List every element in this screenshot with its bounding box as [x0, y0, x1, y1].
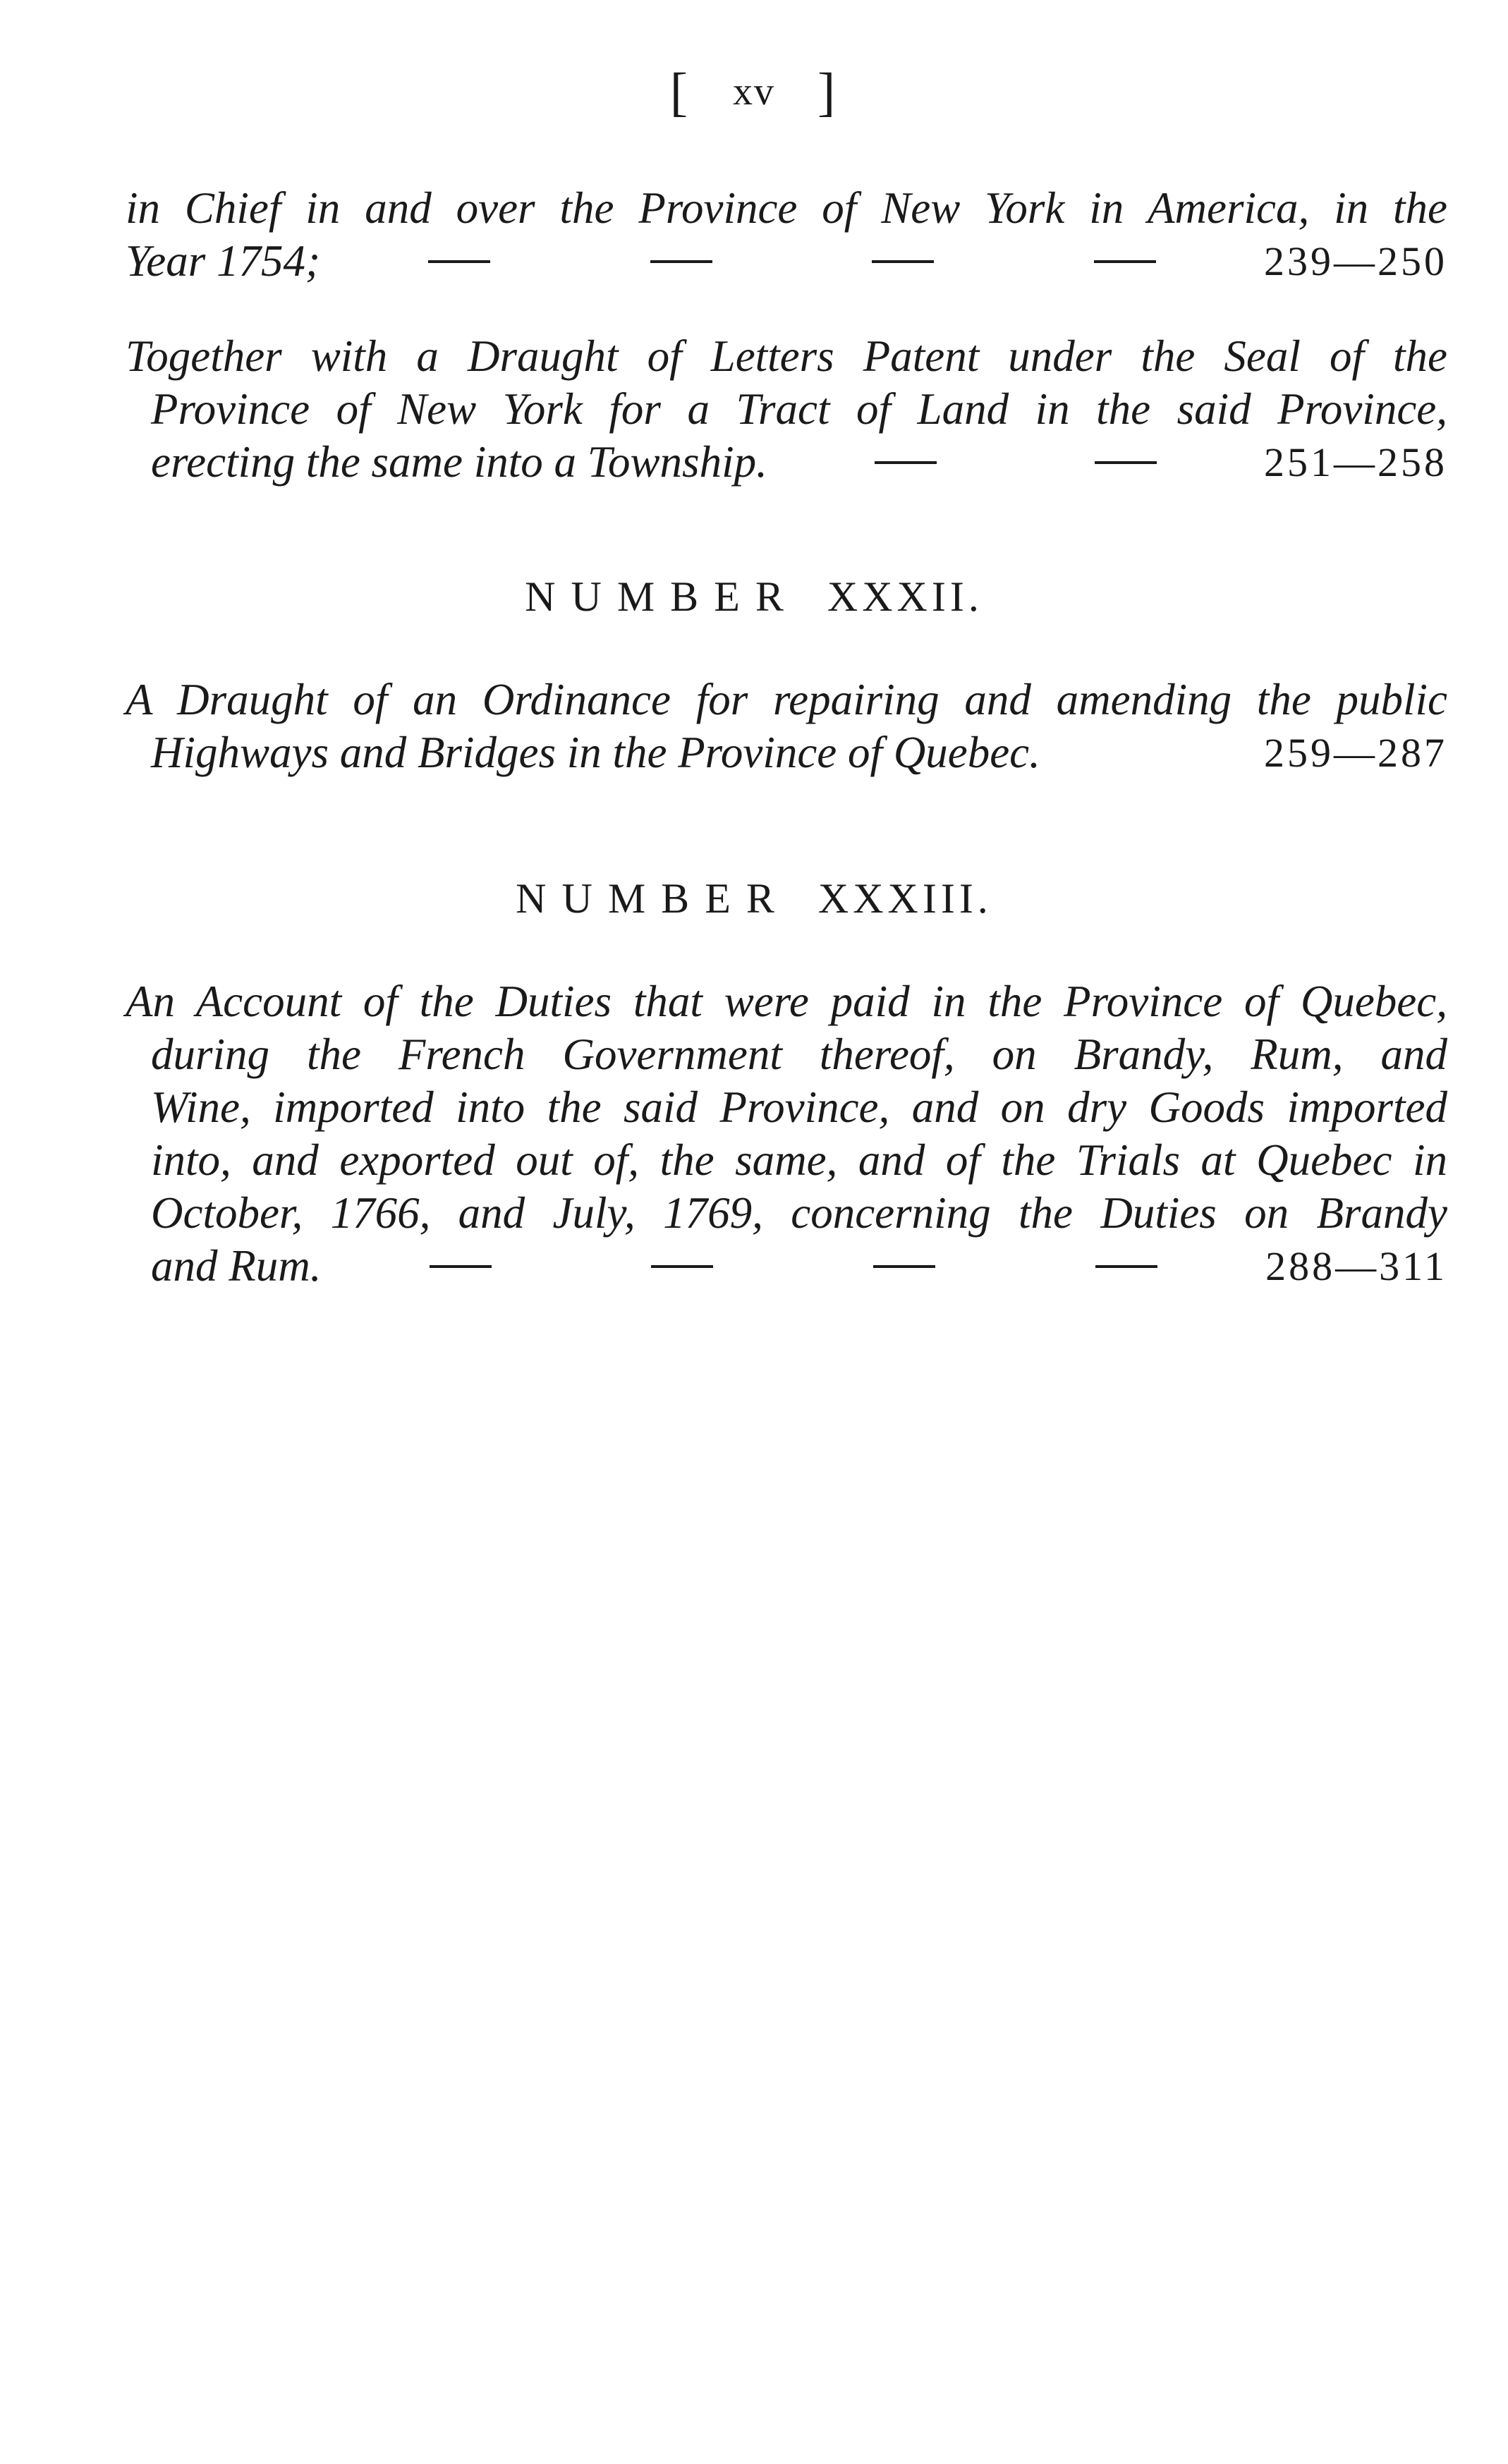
page-range: 259—287	[1264, 730, 1447, 776]
entry-line: Together with a Draught of Letters Patent under the Seal of the	[126, 331, 1447, 381]
entry-line: Highways and Bridges in the Province of Quebec.	[151, 728, 1040, 777]
section-heading	[0, 874, 1508, 923]
entry-final-line	[126, 235, 1447, 288]
bracket-open: [	[669, 63, 691, 122]
entry-line: October, 1766, and July, 1769, concerning the Duties on Brandy	[151, 1188, 1447, 1238]
entry-final-line	[126, 1240, 1447, 1293]
entry-line: Year 1754;	[126, 236, 320, 286]
entry-line: A Draught of an Ordinance for repairing and amending the public	[126, 675, 1447, 724]
section-heading	[0, 573, 1508, 621]
leader-dashes	[320, 235, 1264, 288]
toc-entry	[126, 330, 1447, 489]
entry-final-line	[126, 726, 1447, 779]
heading-roman-numeral: XXXIII.	[817, 875, 992, 922]
page-range: 288—311	[1265, 1243, 1447, 1289]
leader-dashes	[767, 436, 1264, 489]
toc-entry	[126, 673, 1447, 779]
entry-line: in Chief in and over the Province of New York in America, in the	[126, 183, 1447, 233]
page-header	[0, 62, 1508, 123]
heading-word: NUMBER	[516, 875, 790, 922]
toc-entry	[126, 182, 1447, 288]
bracket-close: ]	[817, 63, 839, 122]
page-number: xv	[733, 70, 775, 114]
entry-line: and Rum.	[151, 1241, 322, 1291]
entry-line: erecting the same into a Township.	[151, 437, 767, 487]
toc-entry	[126, 975, 1447, 1293]
entry-line: Wine, imported into the said Province, and on dry Goods imported	[151, 1082, 1447, 1132]
leader-dashes	[321, 1240, 1265, 1293]
entry-line: Province of New York for a Tract of Land in the said Province,	[151, 384, 1447, 434]
leader-dashes	[1040, 726, 1264, 779]
heading-roman-numeral: XXXII.	[827, 573, 983, 620]
page-range: 239—250	[1264, 238, 1447, 284]
page-range: 251—258	[1264, 439, 1447, 485]
entry-final-line	[126, 436, 1447, 489]
entry-line: An Account of the Duties that were paid in the Province of Quebec,	[126, 977, 1447, 1026]
entry-line: into, and exported out of, the same, and of the Trials at Quebec in	[151, 1135, 1447, 1185]
heading-word: NUMBER	[525, 573, 799, 620]
entry-line: during the French Government thereof, on Brandy, Rum, and	[151, 1030, 1447, 1079]
